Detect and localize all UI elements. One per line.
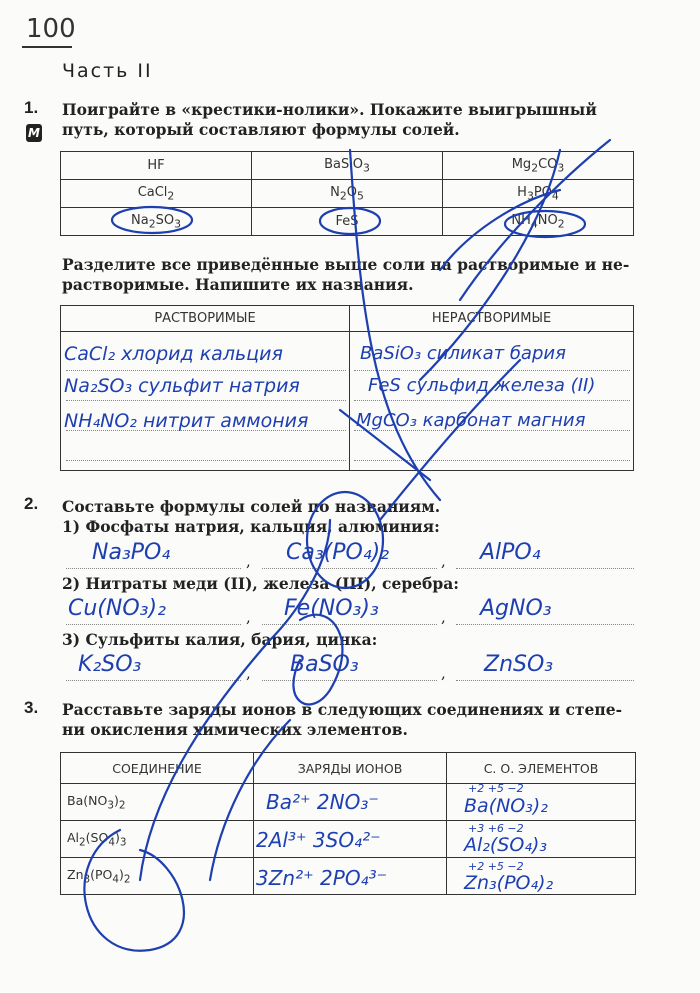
compound-cell: $Ba(NO_3)_2$ <box>61 784 254 821</box>
part-title: Часть II <box>62 60 153 82</box>
insoluble-header: НЕРАСТВОРИМЫЕ <box>350 306 634 332</box>
ox-states-answer: +2 +5 −2 <box>468 860 524 873</box>
grid-cell: $Na_2SO_3$ <box>61 208 252 236</box>
ox-formula-answer: Zn₃(PO₄)₂ <box>464 872 554 894</box>
answer-sodium-phosphate: Na₃PO₄ <box>92 540 171 565</box>
grid-cell: $Mg_2CO_3$ <box>443 152 634 180</box>
answer-calcium-phosphate: Ca₃(PO₄)₂ <box>286 540 390 565</box>
task1-text-line2: путь, который составляют формулы солей. <box>62 120 460 139</box>
soluble-answer: Na₂SO₃ сульфит натрия <box>64 375 300 397</box>
task2-number: 2. <box>24 494 39 513</box>
answer-aluminium-phosphate: AlPO₄ <box>480 540 541 565</box>
insoluble-answer: MgCO₃ карбонат магния <box>356 410 586 431</box>
task3-text <box>62 700 642 740</box>
grid-cell: BaSiO$_3$ <box>252 152 443 180</box>
answer-copper-nitrate: Cu(NO₃)₂ <box>68 596 166 621</box>
grid-cell: $NH_4NO_2$ <box>443 208 634 236</box>
ox-states-answer: +2 +5 −2 <box>468 782 524 795</box>
compound-cell: $Zn_3(PO_4)_2$ <box>61 858 254 895</box>
tic-tac-toe-grid <box>60 151 634 236</box>
soluble-answer: CaCl₂ хлорид кальция <box>64 343 283 365</box>
soluble-answer: NH₄NO₂ нитрит аммония <box>64 410 309 432</box>
ox-formula-answer: Al₂(SO₄)₃ <box>464 834 547 856</box>
charges-answer: 3Zn²⁺ 2PO₄³⁻ <box>256 866 388 890</box>
insoluble-answer: BaSiO₃ силикат бария <box>360 343 566 364</box>
page-number-underline <box>22 46 72 48</box>
ox-formula-answer: Ba(NO₃)₂ <box>464 795 548 817</box>
header-compound: СОЕДИНЕНИЕ <box>61 753 254 784</box>
task1-subtask <box>62 255 642 295</box>
soluble-header: РАСТВОРИМЫЕ <box>61 306 350 332</box>
task2-q2: 2) Нитраты меди (II), железа (III), серебра: <box>62 574 459 593</box>
answer-silver-nitrate: AgNO₃ <box>480 596 552 621</box>
grid-cell: $N_2O_5$ <box>252 180 443 208</box>
insoluble-answer: FeS сульфид железа (II) <box>368 375 596 396</box>
task3-text-line2: ни окисления химических элементов. <box>62 720 408 739</box>
answer-potassium-sulfite: K₂SO₃ <box>78 652 142 677</box>
answer-zinc-sulfite: ZnSO₃ <box>484 652 554 677</box>
header-ion-charges: ЗАРЯДЫ ИОНОВ <box>254 753 447 784</box>
task2-text: Составьте формулы солей по названиям. <box>62 497 441 516</box>
grid-cell: $H_3PO_4$ <box>443 180 634 208</box>
compound-cell: $Al_2(SO_4)_3$ <box>61 821 254 858</box>
page-number: 100 <box>26 14 76 44</box>
ox-states-answer: +3 +6 −2 <box>468 822 524 835</box>
header-oxidation-states: С. О. ЭЛЕМЕНТОВ <box>447 753 636 784</box>
grid-cell: FeS <box>252 208 443 236</box>
charges-answer: Ba²⁺ 2NO₃⁻ <box>266 790 379 814</box>
task1-number: 1. <box>24 98 39 117</box>
task2-q1: 1) Фосфаты натрия, кальция, алюминия: <box>62 517 440 536</box>
task1-text <box>62 100 642 140</box>
charges-answer: 2Al³⁺ 3SO₄²⁻ <box>256 828 381 852</box>
task3-text-line1: Расставьте заряды ионов в следующих соединениях и степе- <box>62 700 623 719</box>
task1-sub-line1: Разделите все приведённые выше соли на растворимые и не- <box>62 255 630 274</box>
grid-cell: CaCl$_2$ <box>61 180 252 208</box>
answer-barium-sulfite: BaSO₃ <box>290 652 359 677</box>
task3-number: 3. <box>24 698 39 717</box>
m-badge-icon: М <box>26 124 42 142</box>
answer-iron-nitrate: Fe(NO₃)₃ <box>284 596 379 621</box>
task1-text-line1: Поиграйте в «крестики-нолики». Покажите выигрышный <box>62 100 597 119</box>
task1-sub-line2: растворимые. Напишите их названия. <box>62 275 414 294</box>
grid-cell: HF <box>61 152 252 180</box>
task2-q3: 3) Сульфиты калия, бария, цинка: <box>62 630 378 649</box>
